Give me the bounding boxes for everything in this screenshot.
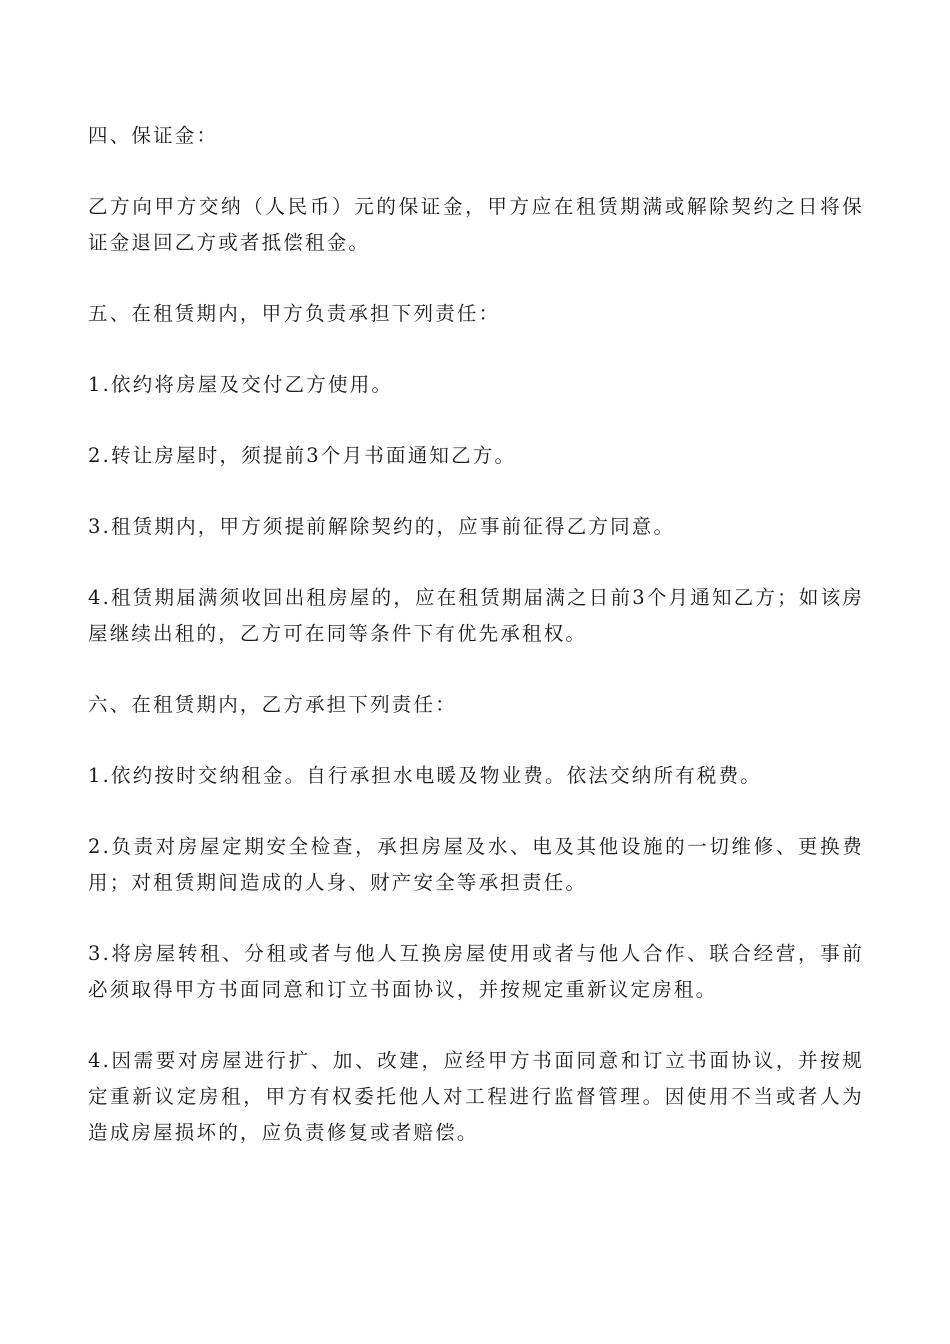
section-heading-lessor-duties: 五、在租赁期内，甲方负责承担下列责任： [88,302,501,325]
lessor-duty-item: 1.依约将房屋及交付乙方使用。 [88,373,394,396]
document-page [88,118,864,1186]
paragraph-deposit-terms: 乙方向甲方交纳（人民币）元的保证金，甲方应在租赁期满或解除契约之日将保证金退回乙方或者抵偿租金。 [88,195,864,254]
lessee-duty-item: 1.依约按时交纳租金。自行承担水电暖及物业费。依法交纳所有税费。 [88,764,763,787]
section-heading-deposit: 四、保证金： [88,124,219,147]
lessee-duty-item: 3.将房屋转租、分租或者与他人互换房屋使用或者与他人合作、联合经营，事前必须取得甲方书面同意和订立书面协议，并按规定重新议定房租。 [88,942,864,1001]
lessor-duty-item: 4.租赁期届满须收回出租房屋的，应在租赁期届满之日前3个月通知乙方；如该房屋继续出租的，乙方可在同等条件下有优先承租权。 [88,586,864,645]
lessee-duty-item: 4.因需要对房屋进行扩、加、改建，应经甲方书面同意和订立书面协议，并按规定重新议定房租，甲方有权委托他人对工程进行监督管理。因使用不当或者人为造成房屋损坏的，应负责修复或者赔偿。 [88,1049,864,1144]
lessor-duty-item: 2.转让房屋时，须提前3个月书面通知乙方。 [88,444,517,467]
lessor-duty-item: 3.租赁期内，甲方须提前解除契约的，应事前征得乙方同意。 [88,515,676,538]
lessee-duty-item: 2.负责对房屋定期安全检查，承担房屋及水、电及其他设施的一切维修、更换费用；对租赁期间造成的人身、财产安全等承担责任。 [88,835,864,894]
section-heading-lessee-duties: 六、在租赁期内，乙方承担下列责任： [88,693,457,716]
